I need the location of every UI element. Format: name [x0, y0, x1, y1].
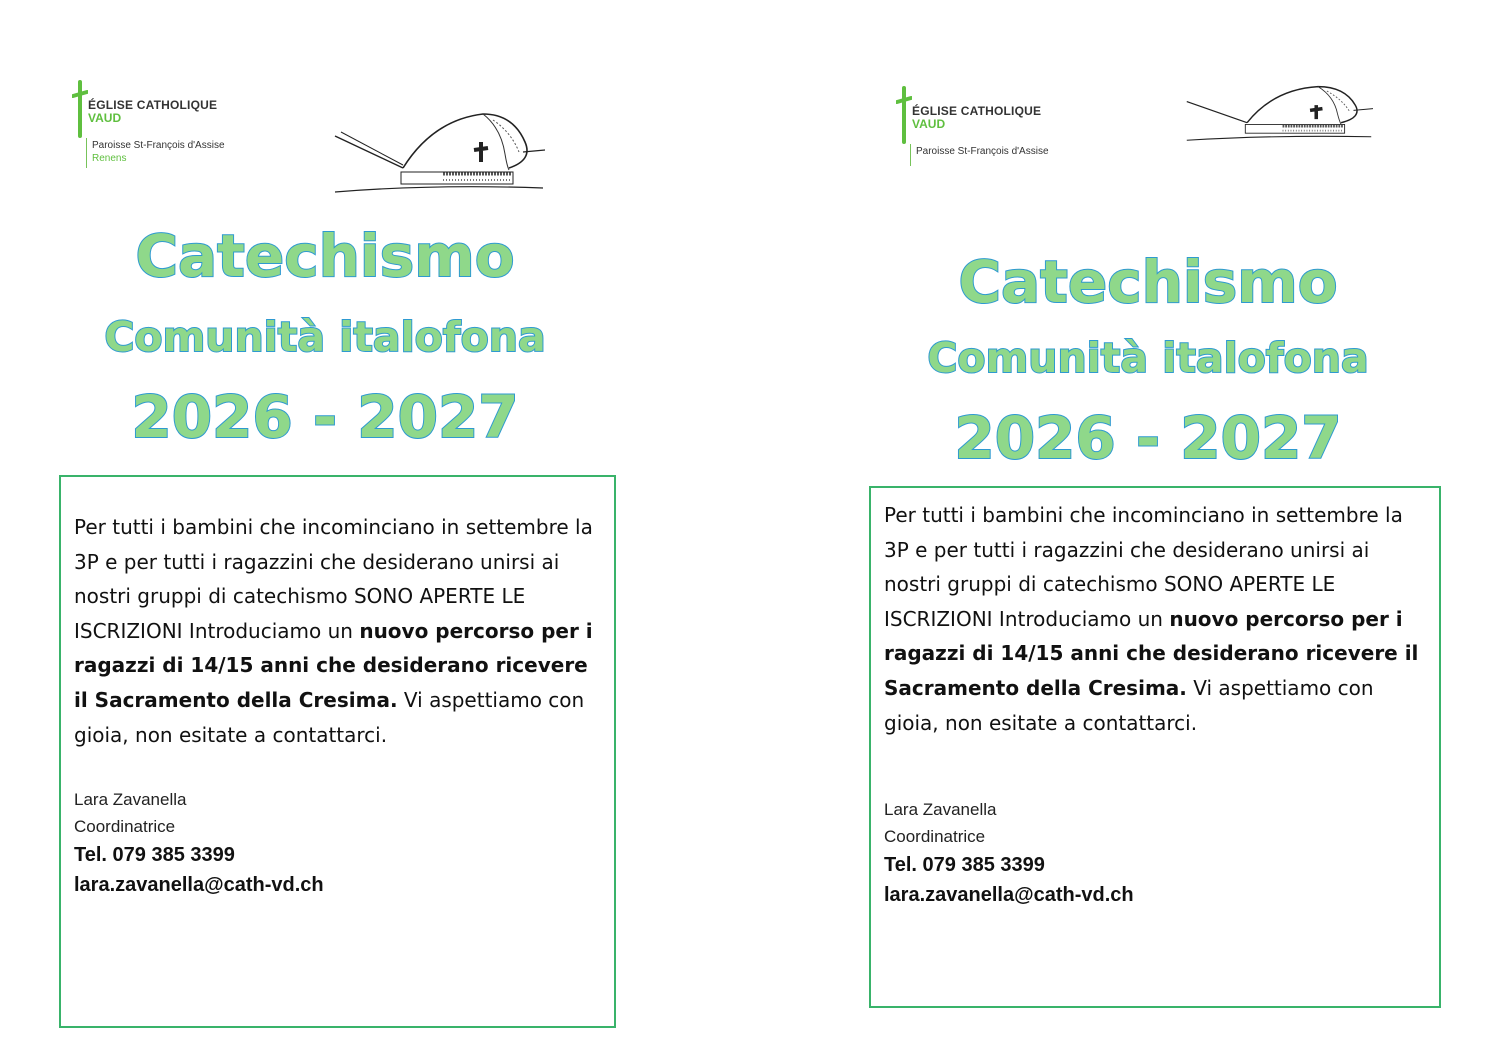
church-drawing	[1185, 84, 1373, 142]
years: 2026 - 2027	[131, 383, 519, 451]
cross-icon	[72, 80, 88, 138]
logo-divider	[86, 138, 87, 168]
flyer-left	[0, 0, 748, 1058]
contact-role: Coordinatrice	[884, 827, 986, 847]
info-text	[74, 510, 602, 752]
closing-text: Vi aspettiamo con gioia, non esitate a contattarci.	[74, 687, 585, 747]
logo-town: Renens	[92, 153, 127, 164]
logo-parish: Paroisse St-François d'Assise	[916, 146, 1049, 157]
intro-text-2: Introduciamo un	[998, 606, 1163, 631]
title: Catechismo	[135, 222, 515, 290]
info-text	[884, 498, 1425, 740]
parish-logo	[896, 86, 1066, 166]
parish-logo	[72, 80, 242, 175]
subtitle: Comunità italofona	[927, 334, 1369, 382]
logo-line1: ÉGLISE CATHOLIQUE	[912, 104, 1042, 118]
info-box	[59, 475, 616, 1028]
logo-parish: Paroisse St-François d'Assise	[92, 140, 225, 151]
closing-text: Vi aspettiamo con gioia, non esitate a contattarci.	[884, 675, 1374, 735]
intro-text: Per tutti i bambini che incominciano in settembre la 3P e per tutti i ragazzini che desiderano unirsi ai nostri gruppi di catechismo SONO APERTE LE ISCRIZIONI	[884, 503, 1403, 631]
contact-phone: Tel. 079 385 3399	[74, 844, 235, 867]
logo-line2: VAUD	[912, 117, 946, 131]
contact-name: Lara Zavanella	[74, 790, 187, 810]
logo-divider	[910, 144, 911, 166]
contact-email[interactable]: lara.zavanella@cath-vd.ch	[884, 884, 1134, 907]
title: Catechismo	[958, 248, 1338, 316]
contact-email[interactable]: lara.zavanella@cath-vd.ch	[74, 874, 324, 897]
logo-line1: ÉGLISE CATHOLIQUE	[88, 98, 218, 112]
subtitle: Comunità italofona	[104, 313, 546, 361]
contact-phone: Tel. 079 385 3399	[884, 854, 1045, 877]
flyer-right	[748, 0, 1497, 1058]
church-drawing	[333, 110, 545, 194]
highlight-text: nuovo percorso per i ragazzi di 14/15 anni che desiderano ricevere il Sacramento della Cresima.	[884, 606, 1419, 700]
contact-name: Lara Zavanella	[884, 800, 997, 820]
intro-text: Per tutti i bambini che incominciano in settembre la 3P e per tutti i ragazzini che desiderano unirsi ai nostri gruppi di catechismo SONO APERTE LE ISCRIZIONI	[74, 515, 593, 643]
intro-text-2: Introduciamo un	[188, 618, 353, 643]
info-box	[869, 486, 1441, 1008]
cross-icon	[896, 86, 912, 144]
years: 2026 - 2027	[954, 404, 1342, 472]
logo-line2: VAUD	[88, 111, 122, 125]
highlight-text: nuovo percorso per i ragazzi di 14/15 anni che desiderano ricevere il Sacramento della Cresima.	[74, 618, 593, 712]
contact-role: Coordinatrice	[74, 817, 176, 837]
